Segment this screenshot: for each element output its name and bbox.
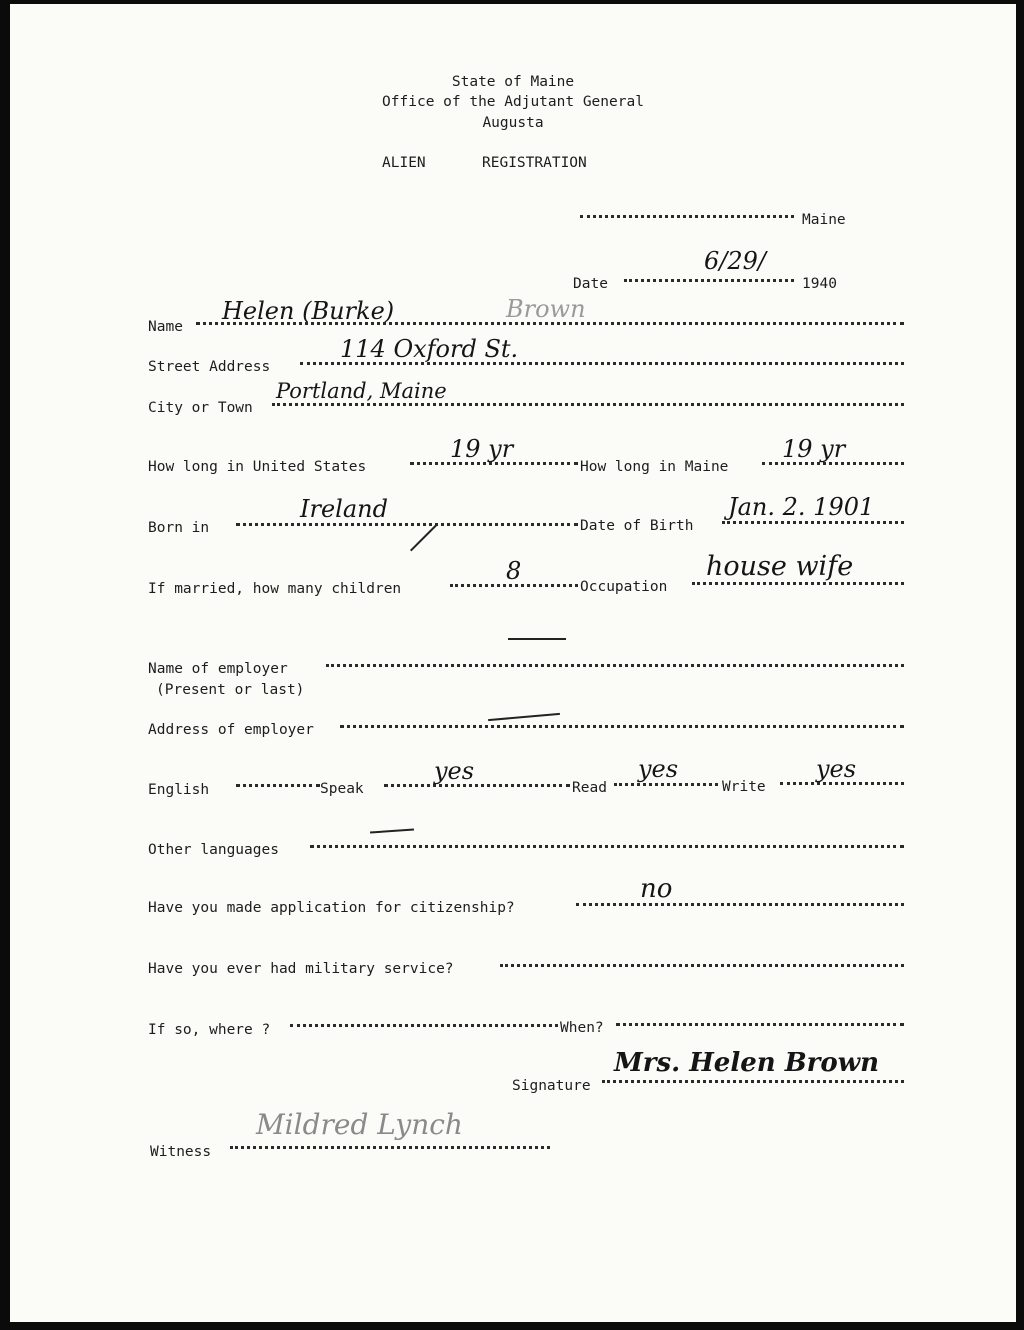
where-label: If so, where ? xyxy=(148,1022,271,1038)
employer-address-line xyxy=(340,721,904,728)
ink-dash xyxy=(488,713,560,721)
employer-sub-label: (Present or last) xyxy=(156,682,305,698)
signature-label: Signature xyxy=(512,1078,591,1094)
form-title-alien: ALIEN xyxy=(382,155,426,171)
citizenship-value: no xyxy=(640,874,673,904)
english-label: English xyxy=(148,782,210,798)
write-label: Write xyxy=(722,779,766,795)
employer-line xyxy=(326,660,904,667)
signature-value: Mrs. Helen Brown xyxy=(614,1048,880,1078)
occupation-value: house wife xyxy=(706,551,854,582)
children-label: If married, how many children xyxy=(148,581,402,597)
name-value-added: Brown xyxy=(506,295,586,323)
place-line xyxy=(580,211,794,218)
born-label: Born in xyxy=(148,520,210,536)
speak-label: Speak xyxy=(320,781,364,797)
city-value: Portland, Maine xyxy=(276,379,447,403)
born-line xyxy=(236,519,578,526)
other-languages-line xyxy=(310,841,904,848)
read-value: yes xyxy=(638,755,679,783)
english-line xyxy=(236,780,320,787)
ink-stroke xyxy=(410,525,437,552)
date-year: 1940 xyxy=(802,276,837,292)
date-value: 6/29/ xyxy=(704,247,766,275)
speak-line xyxy=(384,780,570,787)
form-title-registration: REGISTRATION xyxy=(482,155,587,171)
military-line xyxy=(500,960,904,967)
maine-duration-label: How long in Maine xyxy=(580,459,729,475)
when-label: When? xyxy=(560,1020,604,1036)
witness-label: Witness xyxy=(150,1144,212,1160)
us-duration-value: 19 yr xyxy=(450,435,514,463)
date-label: Date xyxy=(573,276,608,292)
maine-duration-value: 19 yr xyxy=(782,435,846,463)
military-label: Have you ever had military service? xyxy=(148,961,454,977)
born-value: Ireland xyxy=(300,495,388,523)
street-label: Street Address xyxy=(148,359,271,375)
header-state: State of Maine xyxy=(451,74,575,90)
street-value: 114 Oxford St. xyxy=(340,335,519,363)
employer-label: Name of employer xyxy=(148,661,288,677)
citizenship-label: Have you made application for citizenship? xyxy=(148,900,515,916)
registration-form xyxy=(10,4,1016,1322)
employer-address-label: Address of employer xyxy=(148,722,314,738)
ink-dash xyxy=(370,828,414,833)
write-value: yes xyxy=(816,755,857,783)
children-value: 8 xyxy=(506,557,522,585)
us-duration-label: How long in United States xyxy=(148,459,367,475)
name-label: Name xyxy=(148,319,183,335)
place-suffix: Maine xyxy=(802,212,846,228)
ink-dash xyxy=(508,638,566,640)
witness-value: Mildred Lynch xyxy=(256,1108,463,1141)
header-office: Office of the Adjutant General xyxy=(382,94,644,110)
read-label: Read xyxy=(572,780,607,796)
dob-value: Jan. 2. 1901 xyxy=(728,493,875,521)
when-line xyxy=(616,1019,904,1026)
speak-value: yes xyxy=(434,757,475,785)
city-label: City or Town xyxy=(148,400,253,416)
occupation-label: Occupation xyxy=(580,579,668,595)
header-city: Augusta xyxy=(482,115,544,131)
where-line xyxy=(290,1020,558,1027)
other-languages-label: Other languages xyxy=(148,842,279,858)
dob-label: Date of Birth xyxy=(580,518,694,534)
citizenship-line xyxy=(576,899,904,906)
name-value: Helen (Burke) xyxy=(222,297,395,325)
date-line xyxy=(624,275,794,282)
witness-line xyxy=(230,1142,550,1149)
